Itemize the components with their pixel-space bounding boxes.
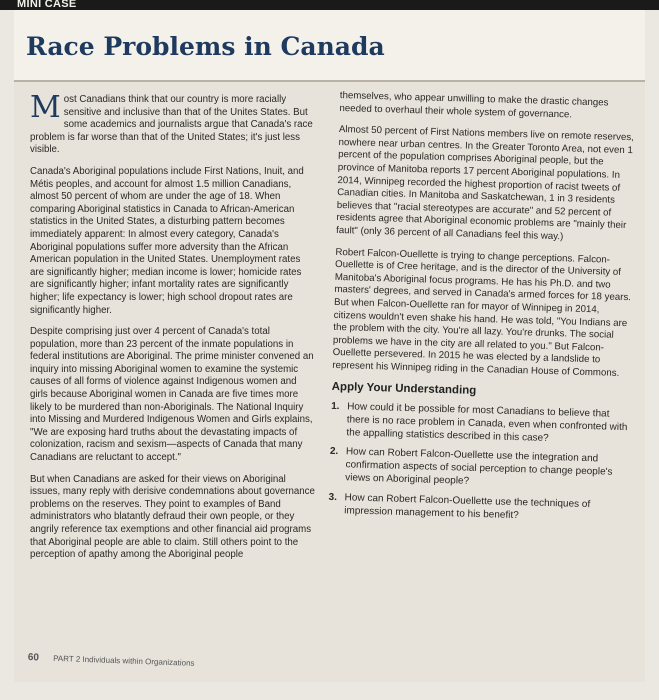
drop-cap: M xyxy=(30,90,61,125)
left-column xyxy=(30,90,316,571)
paragraph: themselves, who appear unwilling to make the drastic changes needed to overhaul their whole system of governance. xyxy=(339,90,609,121)
page-number: 60 xyxy=(27,652,40,664)
question-text: How could it be possible for most Canadians to believe that there is no race problem in Canada, even when confronted with the appalling statistics described in this case? xyxy=(346,401,628,444)
title-box xyxy=(14,10,645,82)
question-number: 1. xyxy=(331,400,340,413)
paragraph: Almost 50 percent of First Nations members live on remote reserves, nowhere near urban centres. In the Greater Toronto Area, not even 1 percent of the population comprises Aboriginal people, but the province of Manitoba reports 17 percent Aboriginal populations. In 2014, Winnipeg recorded the highest proportion of racist tweets of Canadian cities. In Manitoba and Saskatchewan, 1 in 3 residents believes that "racial stereotypes are accurate" and 52 percent of residents agree that Aboriginal economic problems are "mainly their fault" (only 36 percent of all Canadians feel this way.) xyxy=(335,124,634,243)
paragraph-text: ost Canadians think that our country is more racially sensitive and inclusive than that of the Unites States. But some academics and journalists argue that Canada's race problem is far worse than that of the United States; it's just less visible. xyxy=(30,94,313,156)
paragraph: Canada's Aboriginal populations include First Nations, Inuit, and Métis peoples, and account for almost 1.5 million Canadians, almost 50 percent of whom are under the age of 18. When comparing Aboriginal statistics in Canada to African-American statistics in the United States, a disturbing pattern becomes immediately apparent: In almost every category, Canada's Aboriginal populations suffer more adversity than the African American population in the United States. Unemployment rates are significantly higher; median income is lower; homicide rates are significantly higher; infant mortality rates are significantly higher; life expectancy is lower; high school dropout rates are significantly higher. xyxy=(30,165,304,316)
paragraph: But when Canadians are asked for their views on Aboriginal issues, many reply with derisive condemnations about governance problems on the reserves. They point to examples of Band administrators who blatantly defraud their own people, or they angrily reference tax exemptions and other financial aid programs that Aboriginal people are able to claim. Still others point to the perception of apathy among the Aboriginal people xyxy=(30,473,315,561)
question-text: How can Robert Falcon-Ouellette use the techniques of impression management to his benefit? xyxy=(344,492,591,521)
question-list xyxy=(328,401,631,526)
question-text: How can Robert Falcon-Ouellette use the integration and confirmation aspects of social perception to change people's views on Aboriginal people? xyxy=(345,446,613,487)
header-band xyxy=(0,0,659,10)
question-item xyxy=(329,446,630,493)
paragraph xyxy=(30,90,316,157)
page-title: Race Problems in Canada xyxy=(26,32,385,61)
right-column xyxy=(328,90,640,533)
question-item xyxy=(328,492,629,526)
question-number: 3. xyxy=(328,491,338,503)
part-label: PART 2 Individuals within Organizations xyxy=(52,653,195,668)
question-item xyxy=(330,401,631,448)
case-label: MINI CASE xyxy=(17,0,77,10)
apply-heading: Apply Your Understanding xyxy=(331,381,477,398)
question-number: 2. xyxy=(329,446,339,458)
paragraph: Despite comprising just over 4 percent of Canada's total population, more than 23 percent of the inmate populations in federal institutions are Aboriginal. The prime minister convened an inquiry into missing Aboriginal women to examine the systemic causes of all forms of violence against Indigenous women and girls because Aboriginal women in Canada are five times more likely to be murdered than non-Aboriginals. The National Inquiry into Missing and Murdered Indigenous Women and Girls explains, "We are exposing hard truths about the devastating impacts of colonization, racism and sexism—aspects of Canada that many Canadians are reluctant to accept." xyxy=(30,326,314,464)
paragraph: Robert Falcon-Ouellette is trying to change perceptions. Falcon-Ouellette is of Cree heritage, and is the director of the University of Manitoba's Aboriginal focus programs. He has his Ph.D. and two masters' degrees, and served in Canada's armed forces for 18 years. But when Falcon-Ouellette ran for mayor of Winnipeg in 2014, citizens wouldn't even shake his hand. He was told, "You Indians are the problem with the city. You're all lazy. You're drunks. The social problems we have in the city are all related to you." But Falcon-Ouellette persevered. In 2015 he was elected by a landslide to represent his Winnipeg riding in the Canadian House of Commons. xyxy=(332,246,632,379)
